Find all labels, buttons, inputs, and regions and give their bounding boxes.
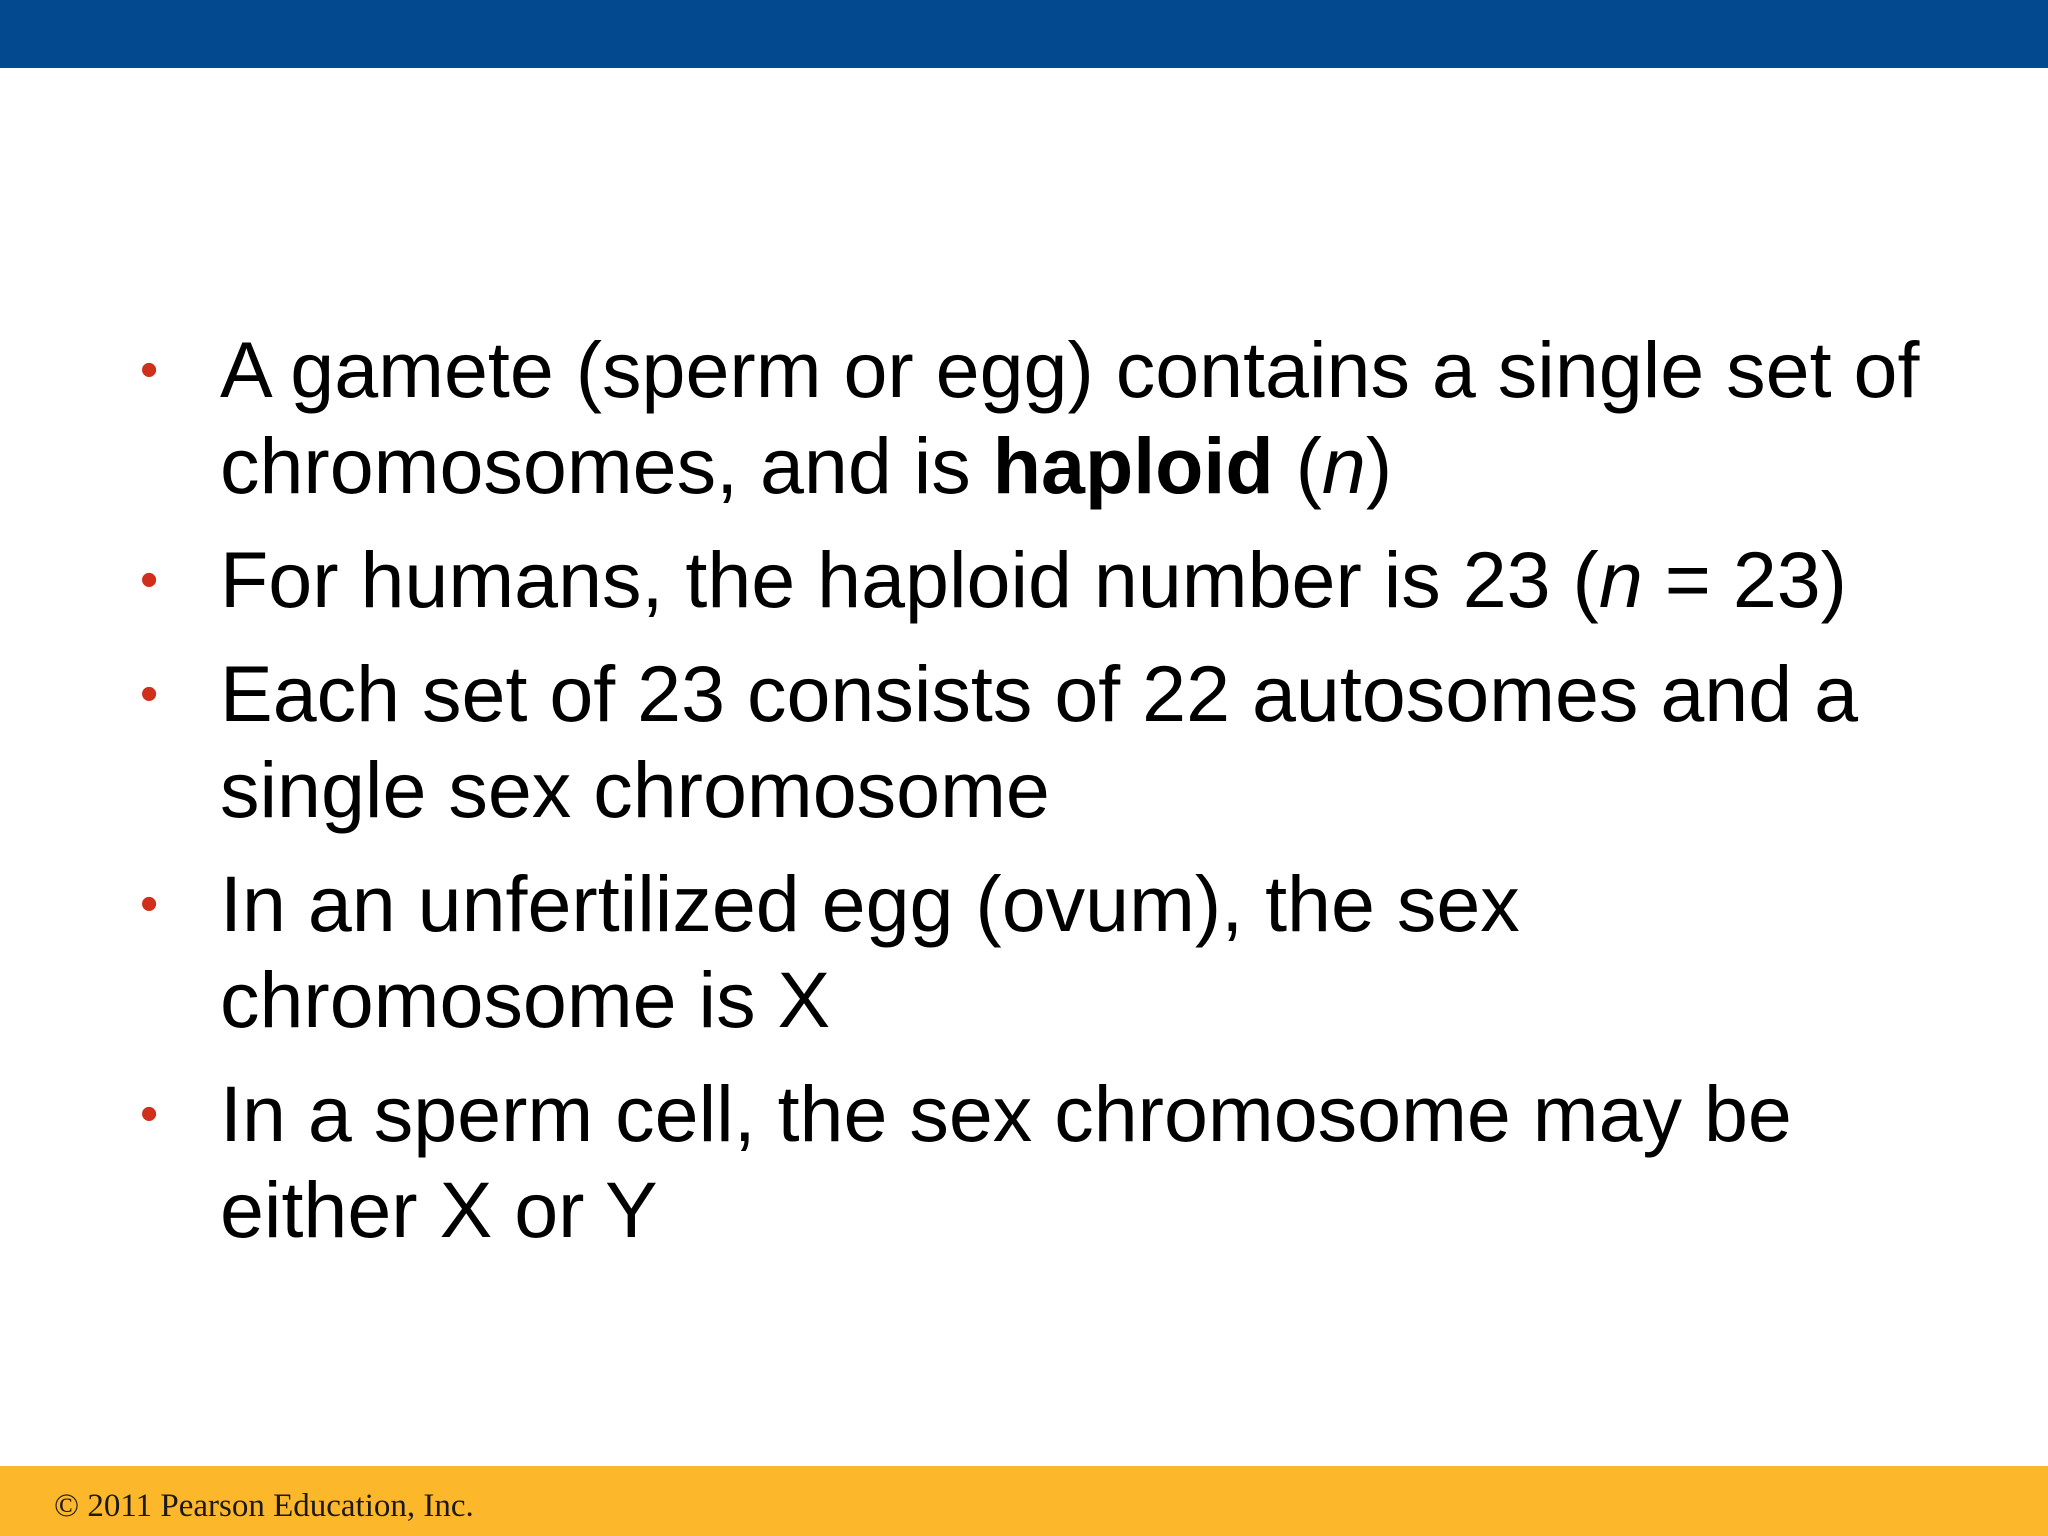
bullet-item <box>140 532 1960 628</box>
copyright-notice: © 2011 Pearson Education, Inc. <box>54 1488 474 1524</box>
bullet-item <box>140 646 1960 838</box>
bullet-item <box>140 856 1960 1048</box>
text-segment: In an unfertilized egg (ovum), the sex chromosome is X <box>220 859 1520 1044</box>
bullet-text <box>220 859 1520 1044</box>
bullet-text <box>220 325 1919 510</box>
symbol-n: n <box>1598 535 1643 624</box>
text-segment: For humans, the haploid number is 23 ( <box>220 535 1599 624</box>
bullet-text <box>220 1069 1792 1254</box>
bullet-item <box>140 1066 1960 1258</box>
text-segment: A gamete (sperm or egg) contains a single set of chromosomes, and is <box>220 325 1920 510</box>
bullet-dot-icon: • <box>140 551 159 609</box>
text-segment: = 23) <box>1642 535 1847 624</box>
bullet-dot-icon: • <box>140 1085 159 1143</box>
bullet-list <box>140 322 1960 1276</box>
text-segment: ( <box>1273 421 1322 510</box>
header-bar <box>0 0 2048 68</box>
symbol-n: n <box>1321 421 1366 510</box>
text-segment: In a sperm cell, the sex chromosome may be either X or Y <box>220 1069 1792 1254</box>
bullet-text <box>220 649 1858 834</box>
term-haploid: haploid <box>992 421 1274 510</box>
bullet-item <box>140 322 1960 514</box>
bullet-text <box>220 535 1847 624</box>
text-segment: ) <box>1365 421 1393 510</box>
bullet-dot-icon: • <box>140 875 159 933</box>
bullet-dot-icon: • <box>140 665 159 723</box>
text-segment: Each set of 23 consists of 22 autosomes and a single sex chromosome <box>220 649 1859 834</box>
bullet-dot-icon: • <box>140 341 159 399</box>
